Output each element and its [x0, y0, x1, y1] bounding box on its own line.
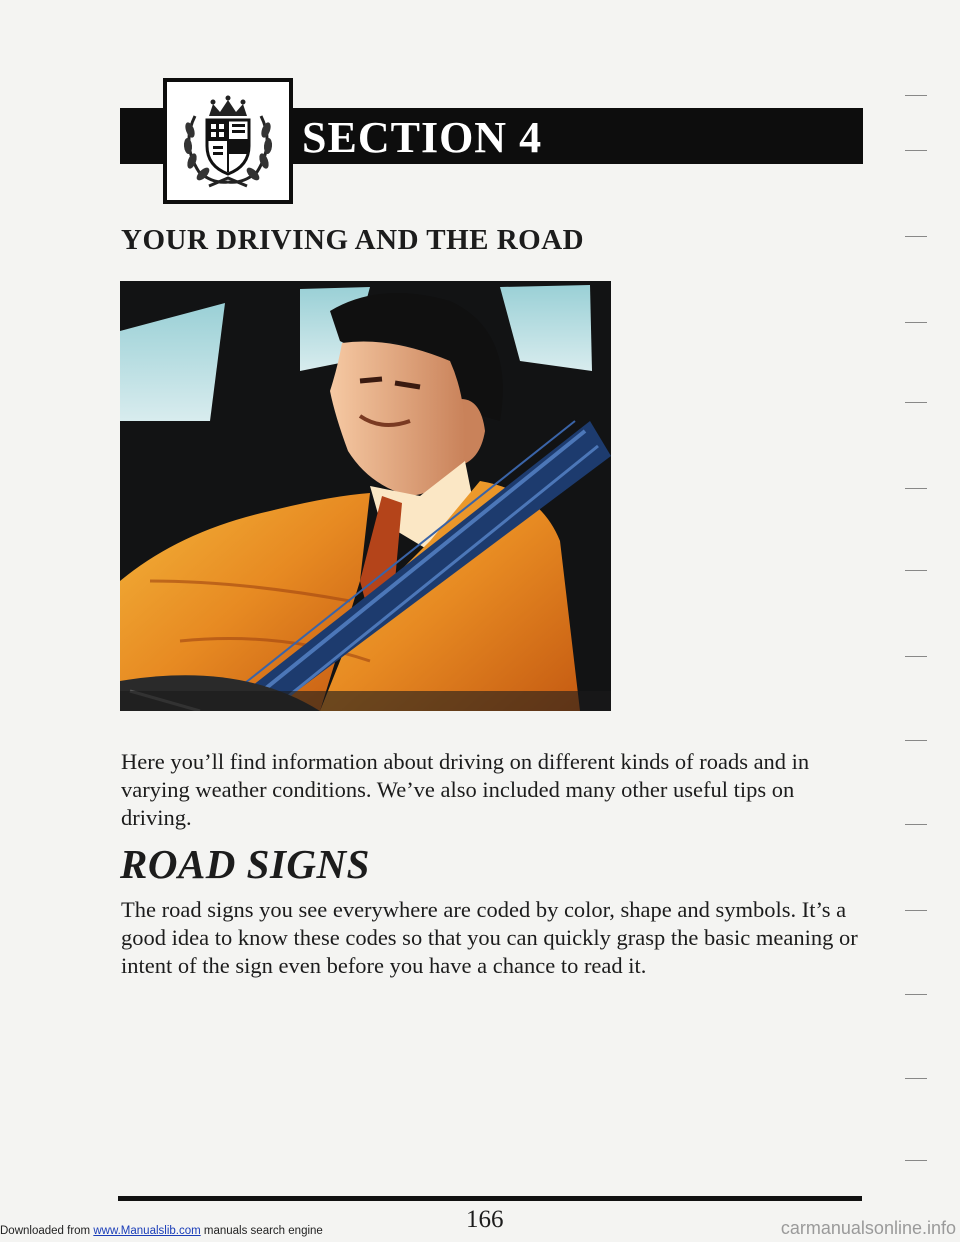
margin-tick	[905, 910, 927, 911]
cadillac-crest-icon	[173, 86, 283, 196]
intro-paragraph: Here you’ll find information about driving on different kinds of roads and in varying weather conditions. We’ve also included many other useful tips on driving.	[121, 749, 810, 830]
crest-frame	[163, 78, 293, 204]
watermark: carmanualsonline.info	[780, 1218, 956, 1238]
margin-tick	[905, 488, 927, 489]
margin-tick	[905, 1078, 927, 1079]
road-signs-paragraph: The road signs you see everywhere are coded by color, shape and symbols. It’s a good idea to know these codes so that you can quickly grasp the basic meaning or intent of the sign even before you have a chance to read it.	[121, 897, 858, 978]
margin-tick	[905, 656, 927, 657]
margin-tick	[905, 95, 927, 96]
section-title: SECTION 4	[302, 113, 543, 162]
margin-tick	[905, 824, 927, 825]
chapter-title: YOUR DRIVING AND THE ROAD	[121, 224, 585, 256]
margin-tick	[905, 322, 927, 323]
road-signs-heading: ROAD SIGNS	[120, 841, 370, 887]
download-note	[0, 1225, 323, 1237]
download-prefix: Downloaded from	[0, 1225, 94, 1237]
margin-tick	[905, 150, 927, 151]
driver-with-seatbelt-illustration	[120, 281, 611, 711]
page-number: 166	[466, 1206, 504, 1233]
illustration-drawing	[120, 281, 611, 711]
download-suffix: manuals search engine	[200, 1225, 323, 1237]
margin-tick	[905, 740, 927, 741]
margin-tick	[905, 236, 927, 237]
margin-tick	[905, 994, 927, 995]
margin-tick	[905, 1160, 927, 1161]
manualslib-link[interactable]: www.Manualslib.com	[93, 1225, 201, 1237]
footer-rule	[118, 1196, 862, 1201]
margin-tick	[905, 570, 927, 571]
margin-tick	[905, 402, 927, 403]
